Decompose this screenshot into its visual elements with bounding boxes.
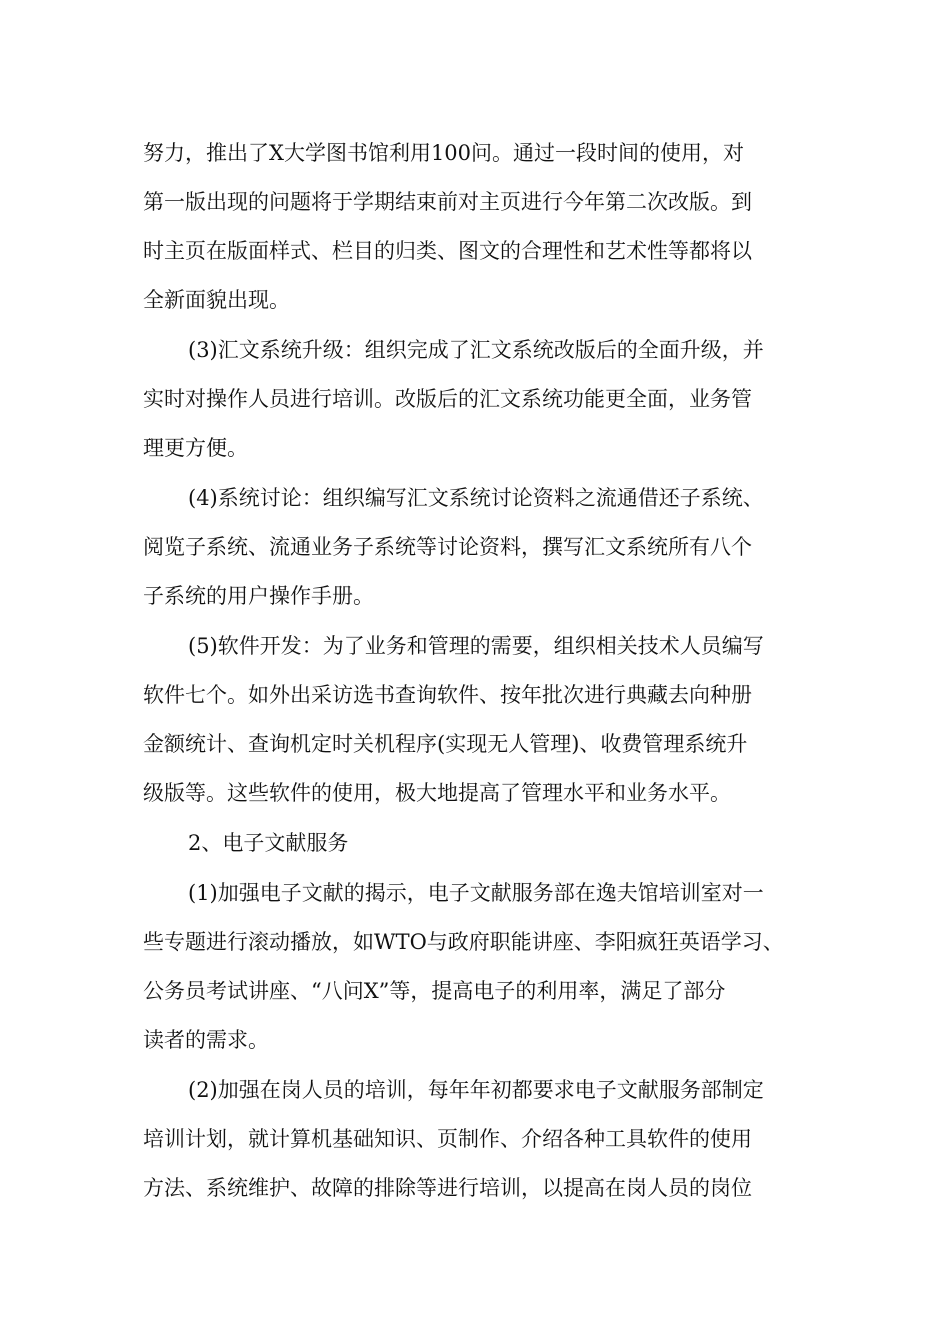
body-text-line: 阅览子系统、流通业务子系统等讨论资料，撰写汇文系统所有八个	[143, 535, 752, 559]
body-text-line: 金额统计、查询机定时关机程序(实现无人管理)、收费管理系统升	[143, 732, 748, 756]
body-text-line: 时主页在版面样式、栏目的归类、图文的合理性和艺术性等都将以	[143, 239, 752, 263]
paragraph-first-line: (3)汇文系统升级：组织完成了汇文系统改版后的全面升级，并	[188, 338, 764, 362]
paragraph-first-line: (5)软件开发：为了业务和管理的需要，组织相关技术人员编写	[188, 634, 764, 658]
body-text-line: 级版等。这些软件的使用，极大地提高了管理水平和业务水平。	[143, 781, 731, 805]
paragraph-first-line: (1)加强电子文献的揭示，电子文献服务部在逸夫馆培训室对一	[188, 881, 764, 905]
body-text-line: 实时对操作人员进行培训。改版后的汇文系统功能更全面，业务管	[143, 387, 752, 411]
body-text-line: 理更方便。	[143, 436, 248, 460]
body-text-line: 公务员考试讲座、“八问X”等，提高电子的利用率，满足了部分	[143, 979, 726, 1003]
body-text-line: 些专题进行滚动播放，如WTO与政府职能讲座、李阳疯狂英语学习、	[143, 930, 784, 954]
paragraph-first-line: (4)系统讨论：组织编写汇文系统讨论资料之流通借还子系统、	[188, 486, 764, 510]
body-text-line: 方法、系统维护、故障的排除等进行培训，以提高在岗人员的岗位	[143, 1176, 752, 1200]
paragraph-first-line: (2)加强在岗人员的培训，每年年初都要求电子文献服务部制定	[188, 1078, 764, 1102]
body-text-line: 全新面貌出现。	[143, 288, 290, 312]
body-text-line: 培训计划，就计算机基础知识、页制作、介绍各种工具软件的使用	[143, 1127, 752, 1151]
body-text-line: 软件七个。如外出采访选书查询软件、按年批次进行典藏去向种册	[143, 683, 752, 707]
body-text-line: 读者的需求。	[143, 1028, 269, 1052]
section-heading: 2、电子文献服务	[188, 831, 349, 855]
body-text-line: 努力，推出了X大学图书馆利用100问。通过一段时间的使用，对	[143, 141, 745, 165]
body-text-line: 第一版出现的问题将于学期结束前对主页进行今年第二次改版。到	[143, 190, 752, 214]
body-text-line: 子系统的用户操作手册。	[143, 584, 374, 608]
